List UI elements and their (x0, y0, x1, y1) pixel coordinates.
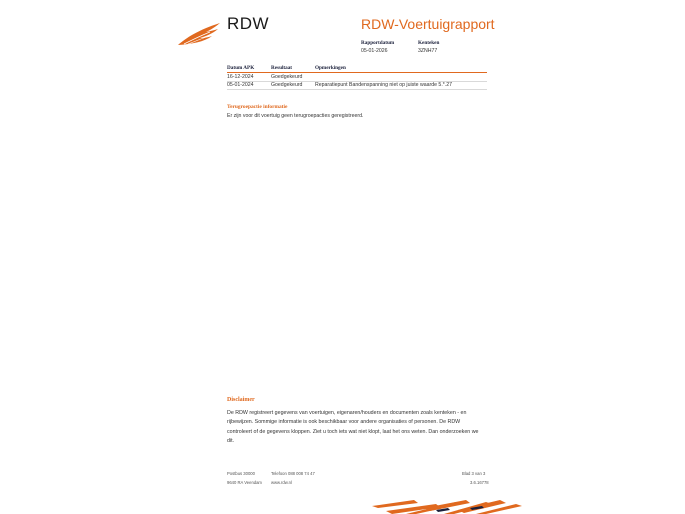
footer-postbus: Postbus 30000 (227, 471, 255, 476)
row-resultaat: Goedgekeurd (271, 82, 303, 88)
col-header-resultaat: Resultaat (271, 65, 293, 71)
decorative-stripes-graphic (366, 496, 526, 514)
col-header-opmerkingen: Opmerkingen (315, 65, 346, 71)
col-header-datum: Datum APK (227, 65, 255, 71)
footer-website: www.rdw.nl (271, 480, 292, 485)
report-title: RDW-Voertuigrapport (361, 16, 495, 32)
row-datum: 05-01-2024 (227, 82, 254, 88)
report-date-value: 05-01-2026 (361, 48, 388, 54)
footer-doc-code: 3.6.16778 (470, 480, 489, 485)
footer-page-number: Blad 3 van 3 (462, 471, 486, 476)
row-datum: 16-12-2024 (227, 74, 254, 80)
rdw-logo-icon (176, 20, 222, 48)
row-resultaat: Goedgekeurd (271, 74, 303, 80)
footer-phone: Telefoon 088 008 74 47 (271, 471, 315, 476)
row-opmerkingen: Reparatiepunt Bandenspanning niet op juiste waarde 5.*.27 (315, 82, 452, 88)
report-date-label: Rapportdatum (361, 40, 395, 46)
recall-section-title: Terugroepactie informatie (227, 104, 288, 110)
logo-text: RDW (227, 14, 270, 33)
disclaimer-title: Disclaimer (227, 397, 255, 403)
disclaimer-text: De RDW registreert gegevens van voertuigen, eigenaren/houders en documenten zoals kenteken - en rijbewijzen. Sommige informatie is ook beschikbaar voor andere organisaties of personen. De RDW controleert of de gegevens kloppen. Ziet u toch iets wat niet klopt, laat het ons weten. Dan onderzoeken we dit. (227, 410, 479, 445)
license-plate-value: 3ZNH77 (418, 48, 438, 54)
row-divider (227, 89, 487, 90)
recall-section-text: Er zijn voor dit voertuig geen terugroepacties geregistreerd. (227, 113, 364, 119)
footer-address: 9640 RA Veendam (227, 480, 262, 485)
table-header-divider (227, 72, 487, 73)
license-plate-label: Kenteken (418, 40, 440, 46)
